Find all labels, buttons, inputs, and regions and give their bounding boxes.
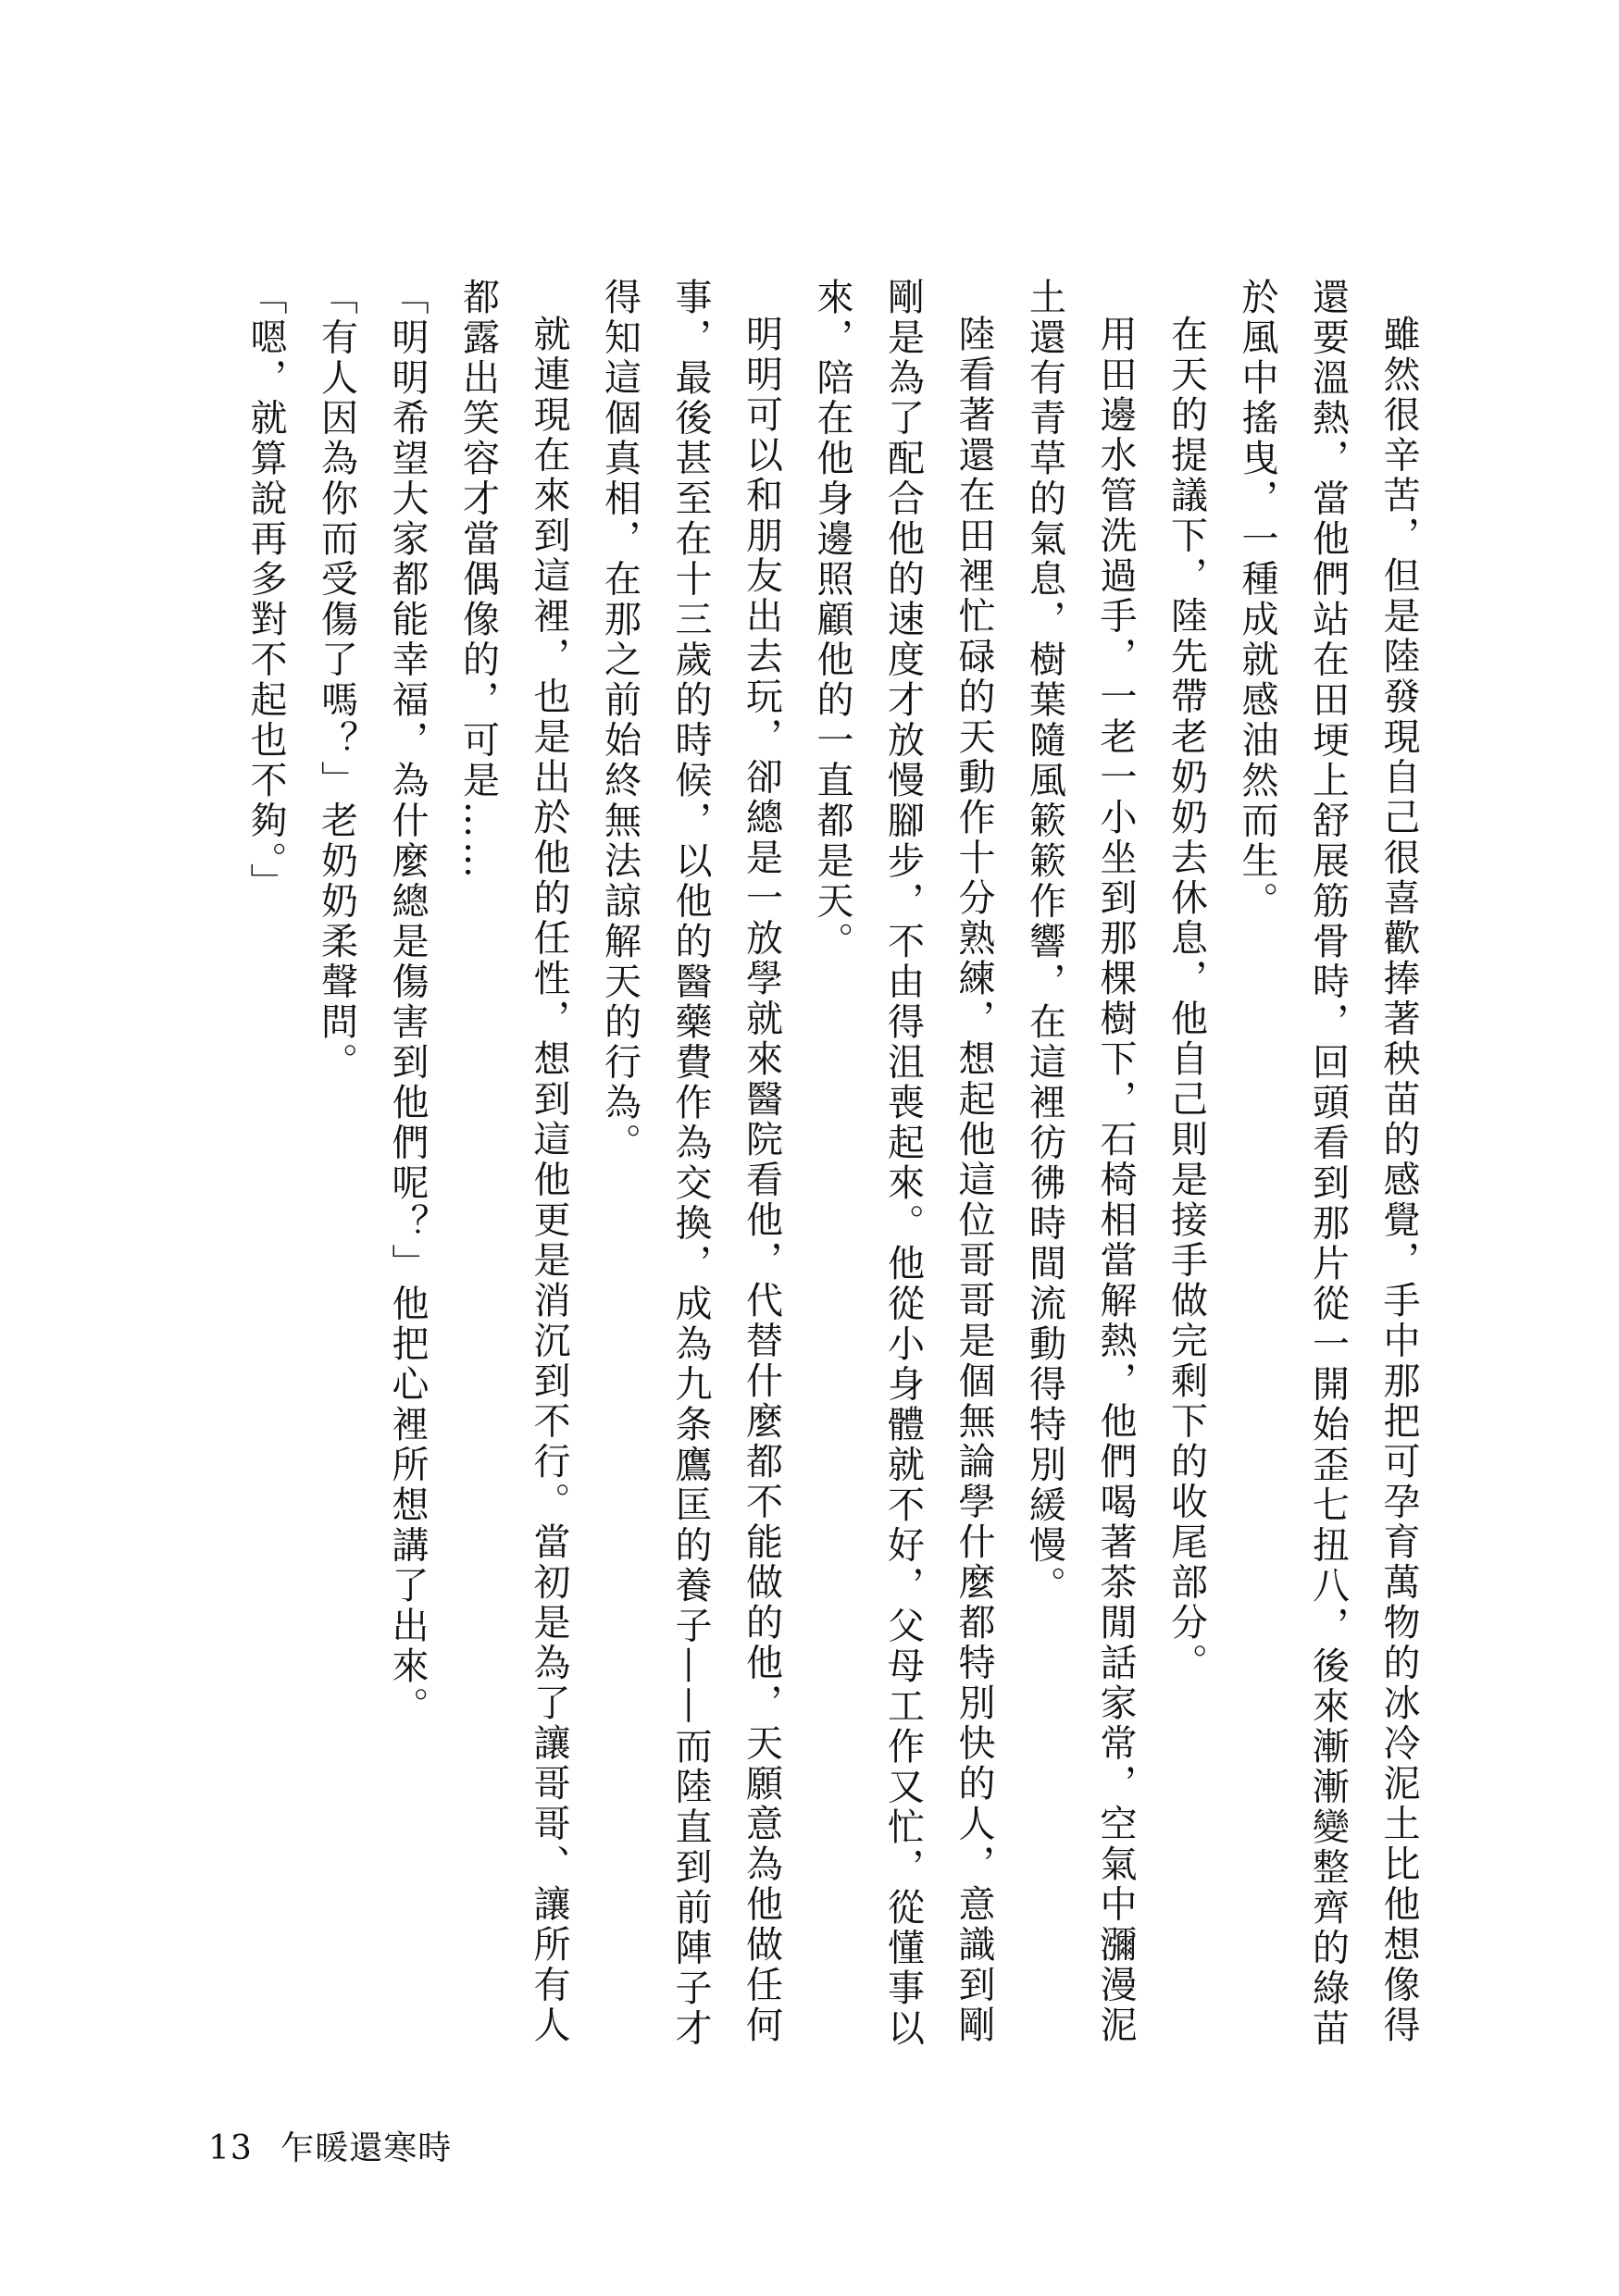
dialogue-line-3: 「嗯，就算說再多對不起也不夠。」 — [244, 278, 287, 903]
page-number: 13 — [208, 2129, 253, 2167]
paragraph-2: 在天的提議下，陸先帶老奶奶去休息，他自己則是接手做完剩下的收尾部分。 — [1164, 315, 1208, 1683]
vertical-text-body — [230, 278, 1434, 2082]
book-title: 乍暖還寒時 — [280, 2129, 453, 2167]
dialogue-line-2: 「有人因為你而受傷了嗎？」老奶奶柔聲問。 — [315, 278, 358, 1083]
paragraph-5: 明明可以和朋友出去玩，卻總是一放學就來醫院看他，代替什麼都不能做的他，天願意為他做任何事，最後甚至在十三歲的時候，以他的醫藥費作為交換，成為九条鷹匡的養子——而陸直到前陣子才得知這個真相，在那之前始終無法諒解天的行為。 — [598, 278, 783, 2049]
paragraph-4: 陸看著還在田裡忙碌的天動作十分熟練，想起他這位哥哥是個無論學什麼都特別快的人，意識到剛剛是為了配合他的速度才放慢腳步，不由得沮喪起來。他從小身體就不好，父母工作又忙，從懂事以來，陪在他身邊照顧他的一直都是天。 — [811, 278, 995, 2049]
paragraph-1: 雖然很辛苦，但是陸發現自己很喜歡捧著秧苗的感覺，手中那把可孕育萬物的冰冷泥土比他想像得還要溫熱，當他們站在田埂上舒展筋骨時，回頭看到那片從一開始歪七扭八，後來漸漸變整齊的綠苗於風中搖曳，一種成就感油然而生。 — [1236, 278, 1420, 2049]
page-footer — [208, 2130, 452, 2167]
dialogue-line-1: 「明明希望大家都能幸福，為什麼總是傷害到他們呢？」他把心裡所想講了出來。 — [386, 278, 429, 1727]
paragraph-3: 用田邊水管洗過手，一老一小坐到那棵樹下，石椅相當解熱，他們喝著茶閒話家常，空氣中瀰漫泥土還有青草的氣息，樹葉隨風簌簌作響，在這裡彷彿時間流動得特別緩慢。 — [1023, 278, 1137, 2046]
paragraph-6: 就連現在來到這裡，也是出於他的任性，想到這他更是消沉到不行。當初是為了讓哥哥、讓所有人都露出笑容才當偶像的，可是…… — [456, 278, 570, 2046]
